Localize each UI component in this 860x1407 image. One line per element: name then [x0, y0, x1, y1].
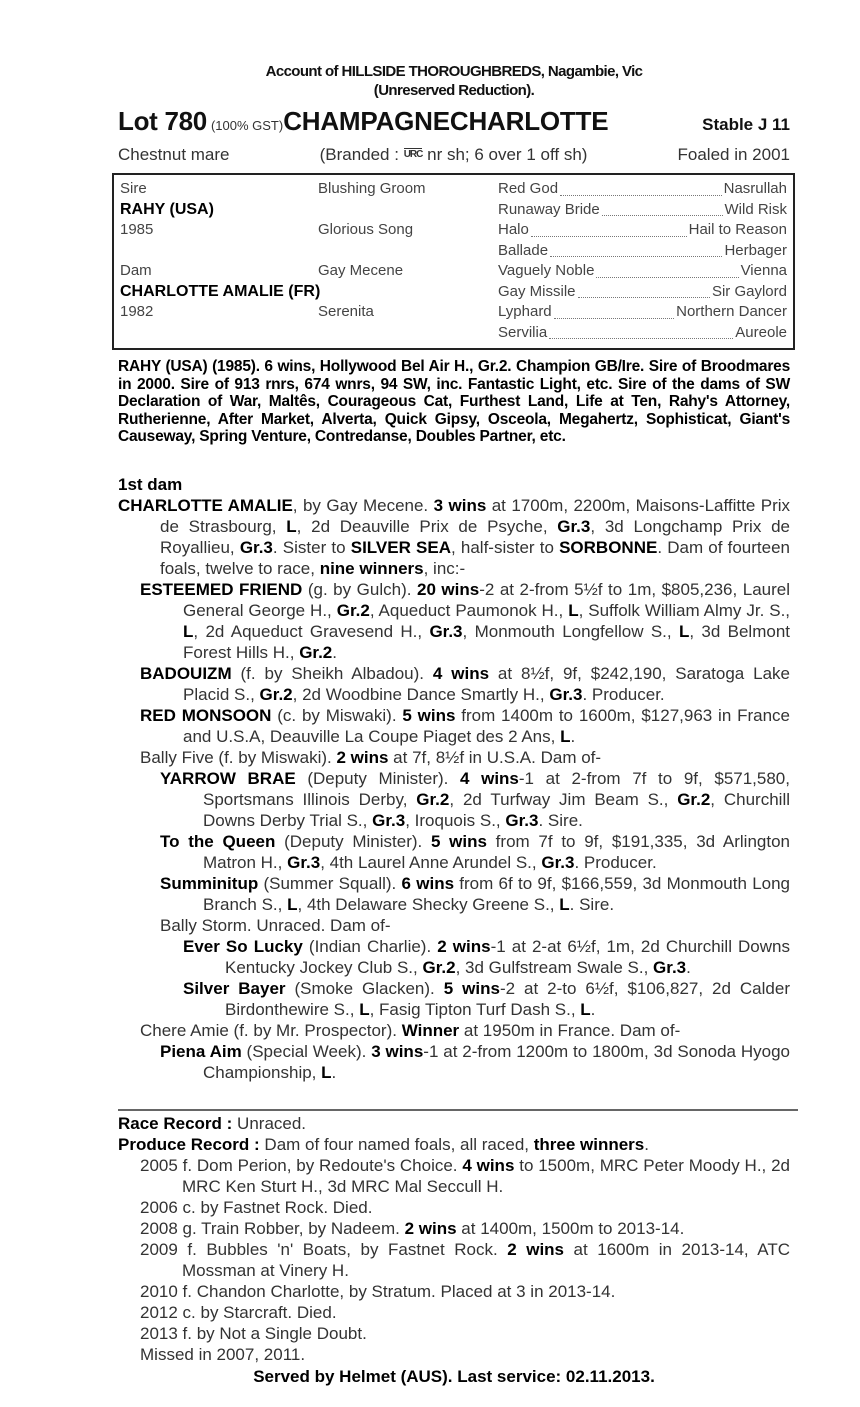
dot-leader	[596, 262, 738, 278]
ancestor-name: Servilia	[498, 323, 548, 341]
bold-text: 4 wins	[432, 663, 490, 683]
bold-text: L	[286, 516, 297, 536]
text-run: Missed in 2007, 2011.	[140, 1344, 306, 1364]
text-run: . Producer.	[574, 852, 657, 872]
bold-text: Gr.2	[677, 789, 711, 809]
bold-text: 5 wins	[443, 978, 500, 998]
text-run: , Suffolk William Almy Jr. S.,	[578, 600, 791, 620]
ancestor-name: Ballade	[498, 241, 549, 259]
dam-label: Dam	[120, 262, 152, 279]
bold-text: Ever So Lucky	[183, 936, 303, 956]
text-run: from 1400m to 1600m, $127,963 in France and U.S.A, Deauville La Coupe Piaget des 2 Ans,	[183, 705, 791, 746]
bold-text: Produce Record :	[118, 1134, 265, 1154]
text-run: . Producer.	[582, 684, 665, 704]
bold-text: SILVER SEA	[350, 537, 452, 557]
first-dam-heading: 1st dam	[118, 474, 183, 494]
bold-text: 3 wins	[371, 1041, 424, 1061]
text-run: 2005 f. Dom Perion, by Redoute's Choice.	[140, 1155, 463, 1175]
bold-text: Gr.2	[299, 642, 333, 662]
bold-text: SORBONNE	[559, 537, 658, 557]
ancestor-sire: Sir Gaylord	[711, 282, 787, 300]
dot-leader	[554, 303, 674, 319]
dam-dam: Serenita	[318, 303, 374, 320]
bold-text: 2 wins	[404, 1218, 457, 1238]
ancestor-row	[498, 180, 787, 201]
bold-text: Gr.3	[239, 537, 273, 557]
ancestor-name: Gay Missile	[498, 282, 576, 300]
records-section	[118, 1113, 790, 1387]
text-run: (Smoke Glacken).	[285, 978, 444, 998]
text-run: -2 at 2-from 5½f to 1m, $805,236, Laurel General George H.,	[183, 579, 790, 620]
progeny-entry	[118, 768, 790, 831]
bold-text: Gr.2	[416, 789, 450, 809]
text-run: .	[686, 957, 691, 977]
text-run: (Deputy Minister).	[295, 768, 461, 788]
foal-entry	[118, 1323, 790, 1344]
bold-text: YARROW BRAE	[160, 768, 296, 788]
bold-text: L	[183, 621, 194, 641]
text-run: -1 at 2-from 7f to 9f, $571,580, Sportsmans Illinois Derby,	[203, 768, 790, 809]
sire-dam: Glorious Song	[318, 221, 414, 238]
text-run: . Sire.	[569, 894, 615, 914]
progeny-entry	[118, 915, 790, 936]
brand-suffix: nr sh; 6 over 1 off sh)	[427, 145, 588, 164]
brand-mark-icon: URC	[403, 149, 423, 160]
progeny-entry	[118, 705, 790, 747]
stable-location: Stable J 11	[702, 115, 790, 134]
text-run: (Deputy Minister).	[275, 831, 431, 851]
foal-entry	[118, 1155, 790, 1197]
bold-text: L	[321, 1062, 332, 1082]
horse-name: CHAMPAGNECHARLOTTE	[283, 106, 609, 136]
pedigree-table	[112, 173, 795, 350]
bold-text: 20 wins	[416, 579, 480, 599]
text-run: at 8½f, 9f, $242,190, Saratoga Lake Placid S.,	[183, 663, 791, 704]
text-run: .	[644, 1134, 649, 1154]
text-run: (f. by Sheikh Albadou).	[231, 663, 433, 683]
bold-text: 6 wins	[401, 873, 455, 893]
catalogue-page	[118, 0, 790, 1407]
text-run: Chere Amie (f. by Mr. Prospector).	[140, 1020, 402, 1040]
foal-entry	[118, 1239, 790, 1281]
text-run: Bally Storm. Unraced. Dam of-	[160, 915, 391, 935]
text-run: , Iroquois S.,	[405, 810, 506, 830]
ancestor-name: Halo	[498, 221, 529, 238]
bold-text: Gr.3	[287, 852, 321, 872]
bold-text: Silver Bayer	[183, 978, 286, 998]
bold-text: Gr.3	[541, 852, 575, 872]
dam-sire: Gay Mecene	[318, 262, 404, 279]
bold-text: CHARLOTTE AMALIE	[118, 495, 293, 515]
produce-record	[118, 1134, 790, 1155]
text-run: , Churchill Downs Derby Trial S.,	[203, 789, 790, 830]
lot-number: Lot 780	[118, 106, 207, 136]
progeny-entry	[118, 1041, 790, 1083]
dam-name: CHARLOTTE AMALIE (FR)	[120, 282, 321, 300]
sire-summary: RAHY (USA) (1985). 6 wins, Hollywood Bel Air H., Gr.2. Champion GB/Ire. Sire of Broodmares in 2000. Sire of 913 rnrs, 674 wnrs, 94 SW, inc. Fantastic Light, etc. Sire of the dams of SW Declaration of War, Maltês, Courageous Cat, Furthest Land, Life at Ten, Rahy's Attorney, Rutherienne, After Market, Alverta, Quick Gipsy, Osceola, Megahertz, Sophisticat, Giant's Causeway, Spring Venture, Contredanse, Doubles Partner, etc.	[118, 358, 790, 445]
vendor-account	[118, 62, 790, 100]
text-run: -1 at 2-from 1200m to 1800m, 3d Sonoda Hyogo Championship,	[203, 1041, 790, 1082]
text-run: at 1400m, 1500m to 2013-14.	[456, 1218, 685, 1238]
bold-text: 2 wins	[437, 936, 491, 956]
bold-text: ESTEEMED FRIEND	[140, 579, 303, 599]
text-run: .	[570, 726, 576, 746]
horse-description	[118, 145, 790, 165]
ancestor-row	[498, 303, 787, 324]
text-run: .	[590, 999, 596, 1019]
text-run: 2010 f. Chandon Charlotte, by Stratum. Placed at 3 in 2013-14.	[140, 1281, 616, 1301]
text-run: . Sister to	[272, 537, 351, 557]
progeny-entry	[118, 747, 790, 768]
bold-text: L	[678, 621, 690, 641]
text-run: (Special Week).	[241, 1041, 372, 1061]
bold-text: RED MONSOON	[140, 705, 272, 725]
text-run: from 6f to 9f, $166,559, 3d Monmouth Long Branch S.,	[203, 873, 791, 914]
text-run: , 2d Woodbine Dance Smartly H.,	[292, 684, 550, 704]
bold-text: 5 wins	[402, 705, 456, 725]
text-run: -2 at 2-to 6½f, $106,827, 2d Calder Birdonthewire S.,	[225, 978, 790, 1019]
bold-text: L	[559, 894, 570, 914]
bold-text: L	[359, 999, 370, 1019]
foal-entry	[118, 1197, 790, 1218]
lot-header	[118, 106, 790, 137]
bold-text: Winner	[401, 1020, 460, 1040]
dot-leader	[602, 201, 723, 217]
text-run: (g. by Gulch).	[302, 579, 417, 599]
text-run: from 7f to 9f, $191,335, 3d Arlington Matron H.,	[203, 831, 790, 872]
first-dam-entries	[118, 495, 790, 1083]
text-run: , 3d Gulfstream Swale S.,	[455, 957, 654, 977]
vendor-line: Account of HILLSIDE THOROUGHBREDS, Nagambie, Vic	[265, 63, 643, 80]
text-run: (c. by Miswaki).	[271, 705, 403, 725]
text-run: , by Gay Mecene.	[292, 495, 434, 515]
text-run: .	[331, 1062, 337, 1082]
text-run: , 4th Delaware Shecky Greene S.,	[297, 894, 560, 914]
dam-paragraph	[118, 495, 790, 579]
text-run: , Aqueduct Paumonok H.,	[369, 600, 569, 620]
text-run: at 1700m, 2200m, Maisons-Laffitte Prix de Strasbourg,	[160, 495, 791, 536]
text-run: . Sire.	[538, 810, 583, 830]
brand-info	[320, 145, 588, 165]
sire-label: Sire	[120, 180, 147, 197]
section-divider	[118, 1109, 798, 1111]
bold-text: Gr.3	[653, 957, 687, 977]
text-run: 2009 f. Bubbles 'n' Boats, by Fastnet Rock.	[140, 1239, 508, 1259]
dot-leader	[560, 180, 722, 196]
colour-sex: Chestnut mare	[118, 145, 230, 164]
text-run: . Dam of fourteen foals, twelve to race,	[160, 537, 790, 578]
dot-leader	[549, 324, 733, 340]
text-run: , 3d Longchamp Prix de Royallieu,	[160, 516, 790, 557]
progeny-entry	[118, 873, 790, 915]
foal-entry	[118, 1218, 790, 1239]
text-run: -1 at 2-at 6½f, 1m, 2d Churchill Downs Kentucky Jockey Club S.,	[225, 936, 790, 977]
reduction-note: (Unreserved Reduction).	[373, 82, 535, 99]
text-run: 2008 g. Train Robber, by Nadeem.	[140, 1218, 405, 1238]
bold-text: three winners	[533, 1134, 645, 1154]
sire-year: 1985	[120, 221, 154, 238]
ancestor-row	[498, 221, 787, 242]
dot-leader	[578, 283, 710, 299]
text-run: .	[332, 642, 338, 662]
text-run: 2012 c. by Starcraft. Died.	[140, 1302, 337, 1322]
bold-text: Gr.3	[557, 516, 591, 536]
foal-entry	[118, 1281, 790, 1302]
bold-text: L	[568, 600, 579, 620]
ancestor-sire: Northern Dancer	[676, 303, 787, 320]
bold-text: To the Queen	[160, 831, 276, 851]
bold-text: L	[287, 894, 298, 914]
ancestor-sire: Hail to Reason	[688, 221, 787, 238]
sire-name: RAHY (USA)	[120, 200, 214, 218]
bold-text: 5 wins	[430, 831, 487, 851]
text-run: (Indian Charlie).	[302, 936, 438, 956]
sire-sire: Blushing Groom	[318, 180, 426, 197]
bold-text: Race Record :	[118, 1113, 238, 1133]
progeny-entry	[118, 579, 790, 663]
text-run: , 2d Turfway Jim Beam S.,	[449, 789, 678, 809]
progeny-entry	[118, 936, 790, 978]
text-run: at 7f, 8½f in U.S.A. Dam of-	[388, 747, 602, 767]
ancestor-row	[498, 242, 787, 263]
text-run: at 1950m in France. Dam of-	[459, 1020, 681, 1040]
bold-text: Gr.2	[336, 600, 370, 620]
bold-text: Gr.3	[549, 684, 583, 704]
service-note: Served by Helmet (AUS). Last service: 02.11.2013.	[253, 1366, 655, 1386]
progeny-entry	[118, 663, 790, 705]
dot-leader	[531, 221, 687, 237]
bold-text: L	[560, 726, 571, 746]
ancestor-row	[498, 262, 787, 283]
text-run: , Monmouth Longfellow S.,	[462, 621, 679, 641]
text-run: Dam of four named foals, all raced,	[264, 1134, 534, 1154]
text-run: , 4th Laurel Anne Arundel S.,	[320, 852, 542, 872]
dot-leader	[550, 242, 722, 258]
bold-text: 4 wins	[462, 1155, 515, 1175]
text-run: to 1500m, MRC Peter Moody H., 2d MRC Ken Sturt H., 3d MRC Mal Seccull H.	[182, 1155, 790, 1196]
first-dam-section	[118, 474, 790, 1083]
progeny-entry	[118, 1020, 790, 1041]
bold-text: 3 wins	[433, 495, 487, 515]
bold-text: Piena Aim	[160, 1041, 242, 1061]
progeny-entry	[118, 978, 790, 1020]
text-run: Bally Five (f. by Miswaki).	[140, 747, 337, 767]
foal-entry	[118, 1302, 790, 1323]
gst-note: (100% GST)	[210, 118, 284, 133]
bold-text: 2 wins	[507, 1239, 565, 1259]
race-record	[118, 1113, 790, 1134]
bold-text: Summinitup	[160, 873, 259, 893]
ancestor-row	[498, 201, 787, 222]
bold-text: Gr.3	[429, 621, 463, 641]
text-run: , half-sister to	[451, 537, 560, 557]
foal-list	[118, 1155, 790, 1365]
ancestor-name: Runaway Bride	[498, 200, 600, 218]
ancestor-sire: Vienna	[740, 262, 787, 279]
ancestor-row	[498, 324, 787, 345]
text-run: at 1600m in 2013-14, ATC Mossman at Vinery H.	[182, 1239, 790, 1280]
text-run: , 2d Aqueduct Gravesend H.,	[193, 621, 430, 641]
text-run: (Summer Squall).	[258, 873, 402, 893]
text-run: 2006 c. by Fastnet Rock. Died.	[140, 1197, 373, 1217]
bold-text: BADOUIZM	[140, 663, 232, 683]
dam-year: 1982	[120, 303, 154, 320]
bold-text: Gr.3	[372, 810, 406, 830]
foal-entry	[118, 1344, 790, 1365]
text-run: , 3d Belmont Forest Hills H.,	[183, 621, 790, 662]
text-run: Unraced.	[237, 1113, 307, 1133]
ancestor-sire: Nasrullah	[723, 180, 787, 197]
bold-text: L	[580, 999, 591, 1019]
bold-text: Gr.3	[505, 810, 539, 830]
bold-text: nine winners	[319, 558, 424, 578]
ancestor-sire: Herbager	[724, 241, 787, 259]
text-run: , 2d Deauville Prix de Psyche,	[296, 516, 558, 536]
text-run: 2013 f. by Not a Single Doubt.	[140, 1323, 367, 1343]
ancestor-row	[498, 283, 787, 304]
foaled-year: Foaled in 2001	[677, 145, 790, 164]
bold-text: 2 wins	[336, 747, 389, 767]
bold-text: Gr.2	[259, 684, 293, 704]
ancestor-name: Vaguely Noble	[498, 262, 595, 279]
brand-prefix: (Branded :	[319, 145, 399, 164]
progeny-entry	[118, 831, 790, 873]
text-run: , inc:-	[423, 558, 466, 578]
ancestor-sire: Aureole	[735, 323, 787, 341]
ancestor-name: Lyphard	[498, 303, 552, 320]
bold-text: 4 wins	[460, 768, 519, 788]
bold-text: Gr.2	[422, 957, 456, 977]
ancestor-name: Red God	[498, 180, 559, 197]
text-run: , Fasig Tipton Turf Dash S.,	[369, 999, 581, 1019]
ancestor-sire: Wild Risk	[724, 200, 787, 218]
